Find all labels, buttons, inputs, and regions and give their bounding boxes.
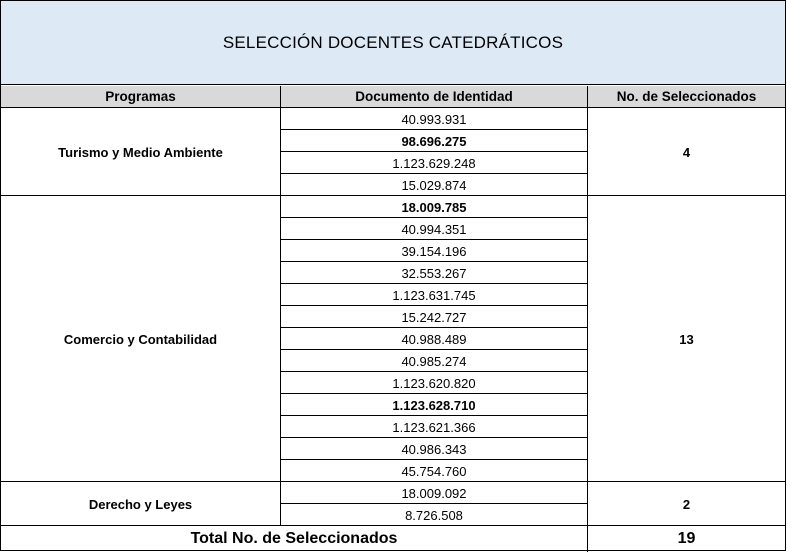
document-row-divider — [281, 151, 587, 152]
document-id: 40.986.343 — [401, 441, 467, 457]
document-id: 1.123.621.366 — [392, 419, 476, 435]
document-row-divider — [281, 173, 587, 174]
selected-count: 2 — [682, 496, 691, 512]
document-row-divider — [281, 415, 587, 416]
document-row-divider — [281, 283, 587, 284]
document-id: 18.009.785 — [401, 199, 467, 215]
document-id: 32.553.267 — [401, 265, 467, 281]
document-row-divider — [281, 393, 587, 394]
document-id: 8.726.508 — [405, 507, 463, 523]
document-row-divider — [281, 349, 587, 350]
document-id: 40.994.351 — [401, 221, 467, 237]
document-id: 18.009.092 — [401, 485, 467, 501]
document-id: 15.242.727 — [401, 309, 467, 325]
program-name: Derecho y Leyes — [88, 496, 193, 512]
document-id: 45.754.760 — [401, 463, 467, 479]
document-row-divider — [281, 459, 587, 460]
document-row-divider — [281, 503, 587, 504]
document-id: 1.123.628.710 — [392, 397, 476, 413]
document-id: 98.696.275 — [401, 133, 467, 149]
document-id: 1.123.629.248 — [392, 155, 476, 171]
document-row-divider — [281, 129, 587, 130]
document-row-divider — [281, 437, 587, 438]
document-id: 40.985.274 — [401, 353, 467, 369]
column-divider — [280, 86, 281, 526]
program-name: Turismo y Medio Ambiente — [58, 144, 223, 160]
document-row-divider — [281, 371, 587, 372]
document-row-divider — [281, 261, 587, 262]
selected-count: 13 — [679, 331, 694, 347]
selected-count: 4 — [682, 144, 691, 160]
document-id: 15.029.874 — [401, 177, 467, 193]
document-id: 40.988.489 — [401, 331, 467, 347]
total-value: 19 — [677, 529, 696, 547]
total-label: Total No. de Seleccionados — [190, 529, 398, 547]
document-row-divider — [281, 305, 587, 306]
document-row-divider — [281, 217, 587, 218]
header-seleccionados: No. de Seleccionados — [588, 86, 785, 108]
document-id: 40.993.931 — [401, 111, 467, 127]
header-documento: Documento de Identidad — [281, 86, 587, 108]
document-row-divider — [281, 327, 587, 328]
header-programas: Programas — [1, 86, 280, 108]
document-row-divider — [281, 239, 587, 240]
column-divider — [587, 86, 588, 552]
document-id: 1.123.631.745 — [392, 287, 476, 303]
table-title: SELECCIÓN DOCENTES CATEDRÁTICOS — [1, 1, 785, 85]
document-id: 39.154.196 — [401, 243, 467, 259]
document-id: 1.123.620.820 — [392, 375, 476, 391]
program-name: Comercio y Contabilidad — [63, 331, 218, 347]
